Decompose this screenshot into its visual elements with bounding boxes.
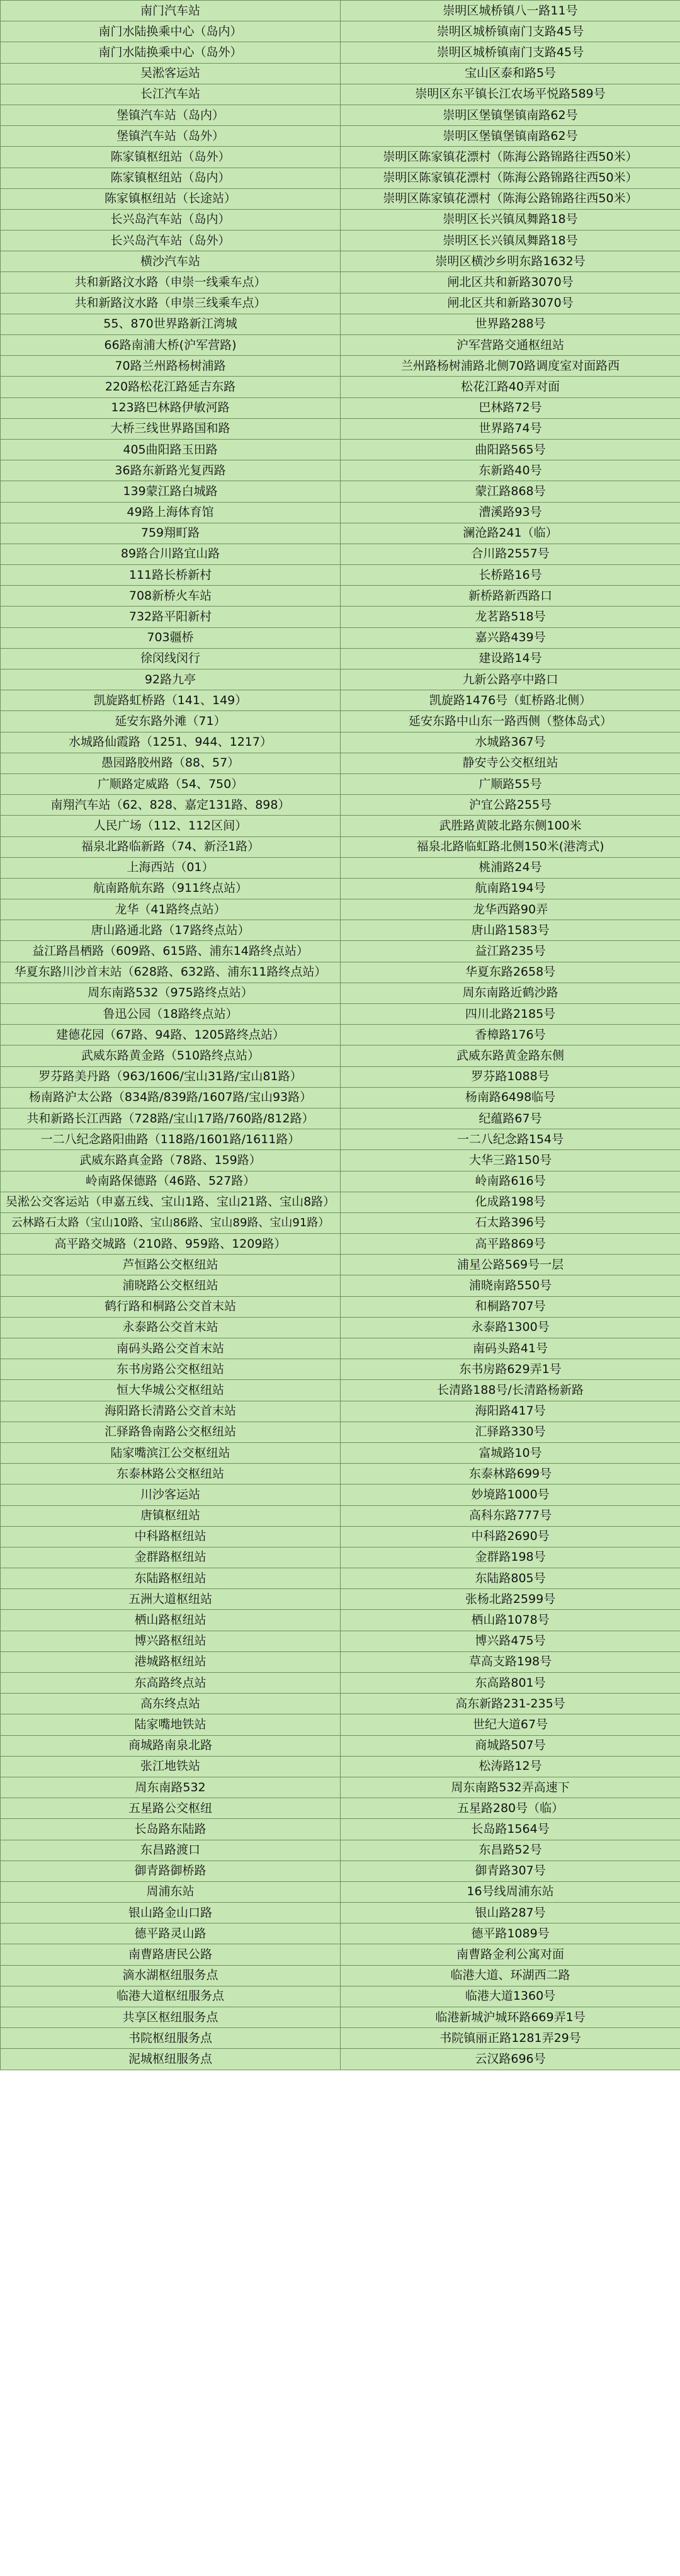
table-row	[1, 1234, 680, 1255]
station-name-cell: 吴淞客运站	[1, 63, 341, 84]
station-name-cell: 36路东新路光复西路	[1, 460, 341, 481]
station-address-cell: 汇驿路330号	[341, 1422, 680, 1442]
station-address-cell: 东陆路805号	[341, 1568, 680, 1589]
station-name-cell: 南翔汽车站（62、828、嘉定131路、898）	[1, 795, 341, 816]
station-address-cell: 浦晓南路550号	[341, 1275, 680, 1296]
station-name-cell: 延安东路外滩（71）	[1, 711, 341, 732]
station-name-cell: 共和新路长江西路（728路/宝山17路/760路/812路）	[1, 1108, 341, 1129]
station-name-cell: 732路平阳新村	[1, 607, 341, 627]
station-address-cell: 宝山区泰和路5号	[341, 63, 680, 84]
table-row	[1, 168, 680, 188]
table-row	[1, 84, 680, 105]
table-row	[1, 1296, 680, 1317]
station-name-cell: 陈家镇枢纽站（长途站）	[1, 188, 341, 209]
table-row	[1, 1526, 680, 1547]
station-name-cell: 芦恒路公交枢纽站	[1, 1255, 341, 1275]
table-row	[1, 335, 680, 356]
station-name-cell: 共和新路汶水路（申崇一线乘车点）	[1, 272, 341, 293]
station-address-cell: 崇明区城桥镇南门支路45号	[341, 21, 680, 42]
table-row	[1, 732, 680, 753]
station-address-cell: 崇明区陈家镇花漂村（陈海公路锦路往西50米）	[341, 168, 680, 188]
station-name-cell: 海阳路长清路公交首末站	[1, 1401, 341, 1422]
station-name-cell: 滴水湖枢纽服务点	[1, 1965, 341, 1986]
station-address-cell: 松涛路12号	[341, 1756, 680, 1777]
station-address-cell: 化成路198号	[341, 1192, 680, 1212]
station-address-cell: 崇明区堡镇堡镇南路62号	[341, 126, 680, 147]
table-row	[1, 1317, 680, 1338]
table-row	[1, 962, 680, 983]
station-address-cell: 新桥路新西路口	[341, 586, 680, 607]
station-address-cell: 浦星公路569号一层	[341, 1255, 680, 1275]
station-name-cell: 益江路昌栖路（609路、615路、浦东14路终点站）	[1, 941, 341, 962]
station-address-cell: 罗芬路1088号	[341, 1066, 680, 1087]
station-address-cell: 世纪大道67号	[341, 1714, 680, 1735]
station-name-cell: 龙华（41路终点站）	[1, 899, 341, 920]
table-row	[1, 1694, 680, 1714]
table-row	[1, 1192, 680, 1212]
table-row	[1, 795, 680, 816]
table-row	[1, 1610, 680, 1631]
table-row	[1, 63, 680, 84]
station-name-cell: 五洲大道枢纽站	[1, 1589, 341, 1610]
table-row	[1, 126, 680, 147]
table-row	[1, 502, 680, 523]
station-name-cell: 川沙客运站	[1, 1485, 341, 1505]
table-row	[1, 1944, 680, 1965]
station-address-cell: 蒙江路868号	[341, 481, 680, 502]
station-address-cell: 富城路10号	[341, 1442, 680, 1463]
station-name-cell: 泥城枢纽服务点	[1, 2049, 341, 2070]
station-name-cell: 港城路枢纽站	[1, 1651, 341, 1672]
table-row	[1, 816, 680, 836]
station-name-cell: 220路松花江路延吉东路	[1, 377, 341, 397]
table-row	[1, 1025, 680, 1046]
station-address-cell: 临港大道1360号	[341, 1986, 680, 2007]
station-name-cell: 123路巴林路伊敏河路	[1, 397, 341, 418]
station-address-cell: 商城路507号	[341, 1735, 680, 1756]
station-name-cell: 南门水陆换乘中心（岛外）	[1, 42, 341, 63]
station-name-cell: 南码头路公交首末站	[1, 1338, 341, 1359]
table-row	[1, 627, 680, 648]
table-row	[1, 1485, 680, 1505]
station-name-cell: 银山路金山口路	[1, 1903, 341, 1923]
station-address-cell: 书院镇丽正路1281弄29号	[341, 2028, 680, 2049]
station-address-cell: 张杨北路2599号	[341, 1589, 680, 1610]
station-address-cell: 杨南路6498临号	[341, 1087, 680, 1108]
table-row	[1, 21, 680, 42]
station-name-cell: 长岛路东陆路	[1, 1819, 341, 1840]
station-name-cell: 临港大道枢纽服务点	[1, 1986, 341, 2007]
table-row	[1, 1986, 680, 2007]
station-address-cell: 澜沧路241（临）	[341, 523, 680, 544]
station-name-cell: 东书房路公交枢纽站	[1, 1359, 341, 1380]
station-address-cell: 岭南路616号	[341, 1171, 680, 1192]
station-name-cell: 东高路终点站	[1, 1673, 341, 1694]
table-row	[1, 1255, 680, 1275]
station-address-cell: 高东新路231-235号	[341, 1694, 680, 1714]
station-name-cell: 陆家嘴滨江公交枢纽站	[1, 1442, 341, 1463]
table-row	[1, 878, 680, 899]
table-row	[1, 711, 680, 732]
station-name-cell: 长兴岛汽车站（岛内）	[1, 209, 341, 230]
station-address-cell: 漕溪路93号	[341, 502, 680, 523]
station-address-cell: 崇明区东平镇长江农场平悦路589号	[341, 84, 680, 105]
table-row	[1, 272, 680, 293]
station-name-cell: 堡镇汽车站（岛外）	[1, 126, 341, 147]
station-address-cell: 临港新城沪城环路669弄1号	[341, 2007, 680, 2028]
station-name-cell: 吴淞公交客运站（申嘉五线、宝山1路、宝山21路、宝山8路）	[1, 1192, 341, 1212]
station-name-cell: 鹤行路和桐路公交首末站	[1, 1296, 341, 1317]
table-row	[1, 857, 680, 878]
station-name-cell: 70路兰州路杨树浦路	[1, 356, 341, 377]
station-address-cell: 航南路194号	[341, 878, 680, 899]
table-row	[1, 1046, 680, 1066]
station-address-cell: 和桐路707号	[341, 1296, 680, 1317]
station-address-cell: 武威东路黄金路东侧	[341, 1046, 680, 1066]
station-address-cell: 博兴路475号	[341, 1631, 680, 1651]
table-row	[1, 356, 680, 377]
station-address-cell: 东新路40号	[341, 460, 680, 481]
station-name-cell: 东昌路渡口	[1, 1840, 341, 1861]
station-name-cell: 福泉北路临新路（74、新泾1路）	[1, 836, 341, 857]
station-name-cell: 92路九亭	[1, 670, 341, 690]
station-name-cell: 共和新路汶水路（申崇三线乘车点）	[1, 293, 341, 314]
station-name-cell: 五星路公交枢纽	[1, 1798, 341, 1819]
station-name-cell: 商城路南泉北路	[1, 1735, 341, 1756]
table-row	[1, 1129, 680, 1150]
station-address-cell: 闸北区共和新路3070号	[341, 293, 680, 314]
table-row	[1, 1568, 680, 1589]
station-address-cell: 武胜路黄陂北路东侧100米	[341, 816, 680, 836]
station-name-cell: 周浦东站	[1, 1881, 341, 1902]
station-address-cell: 长清路188号/长清路杨新路	[341, 1380, 680, 1401]
station-name-cell: 横沙汽车站	[1, 251, 341, 272]
station-address-cell: 妙境路1000号	[341, 1485, 680, 1505]
station-name-cell: 南门汽车站	[1, 1, 341, 21]
station-address-cell: 崇明区陈家镇花漂村（陈海公路锦路往西50米）	[341, 188, 680, 209]
station-name-cell: 浦晓路公交枢纽站	[1, 1275, 341, 1296]
station-name-cell: 唐山路通北路（17路终点站）	[1, 920, 341, 941]
table-row	[1, 1275, 680, 1296]
table-row	[1, 1004, 680, 1025]
table-row	[1, 2049, 680, 2070]
station-name-cell: 南门水陆换乘中心（岛内）	[1, 21, 341, 42]
table-row	[1, 836, 680, 857]
table-row	[1, 607, 680, 627]
station-address-cell: 东高路801号	[341, 1673, 680, 1694]
table-row	[1, 1631, 680, 1651]
station-address-cell: 高科东路777号	[341, 1505, 680, 1526]
station-address-cell: 崇明区城桥镇南门支路45号	[341, 42, 680, 63]
table-row	[1, 1861, 680, 1881]
station-name-cell: 恒大华城公交枢纽站	[1, 1380, 341, 1401]
station-address-cell: 唐山路1583号	[341, 920, 680, 941]
table-row	[1, 42, 680, 63]
station-name-cell: 御青路御桥路	[1, 1861, 341, 1881]
table-row	[1, 670, 680, 690]
station-address-cell: 桃浦路24号	[341, 857, 680, 878]
table-row	[1, 753, 680, 773]
table-row	[1, 397, 680, 418]
station-name-cell: 中科路枢纽站	[1, 1526, 341, 1547]
station-address-cell: 五星路280号（临）	[341, 1798, 680, 1819]
station-address-cell: 崇明区堡镇堡镇南路62号	[341, 105, 680, 125]
station-address-cell: 崇明区陈家镇花漂村（陈海公路锦路往西50米）	[341, 147, 680, 168]
station-name-cell: 405曲阳路玉田路	[1, 439, 341, 460]
station-address-cell: 巴林路72号	[341, 397, 680, 418]
table-row	[1, 1150, 680, 1171]
table-row	[1, 648, 680, 669]
station-address-cell: 16号线周浦东站	[341, 1881, 680, 1902]
station-address-cell: 崇明区长兴镇凤舞路18号	[341, 209, 680, 230]
station-name-cell: 武威东路黄金路（510路终点站）	[1, 1046, 341, 1066]
table-row	[1, 544, 680, 564]
station-name-cell: 陈家镇枢纽站（岛外）	[1, 147, 341, 168]
station-address-cell: 延安东路中山东一路西侧（整体岛式）	[341, 711, 680, 732]
table-row	[1, 1401, 680, 1422]
table-row	[1, 899, 680, 920]
station-name-cell: 共享区枢纽服务点	[1, 2007, 341, 2028]
station-name-cell: 139蒙江路白城路	[1, 481, 341, 502]
table-row	[1, 439, 680, 460]
table-row	[1, 1, 680, 21]
table-row	[1, 1714, 680, 1735]
table-row	[1, 377, 680, 397]
station-name-cell: 南曹路唐民公路	[1, 1944, 341, 1965]
station-name-cell: 陈家镇枢纽站（岛内）	[1, 168, 341, 188]
station-name-cell: 栖山路枢纽站	[1, 1610, 341, 1631]
table-row	[1, 1589, 680, 1610]
table-row	[1, 1066, 680, 1087]
station-address-cell: 高平路869号	[341, 1234, 680, 1255]
station-address-cell: 南曹路金利公寓对面	[341, 1944, 680, 1965]
table-row	[1, 1547, 680, 1568]
table-row	[1, 1798, 680, 1819]
station-address-cell: 崇明区横沙乡明东路1632号	[341, 251, 680, 272]
station-address-cell: 海阳路417号	[341, 1401, 680, 1422]
station-name-cell: 水城路仙霞路（1251、944、1217）	[1, 732, 341, 753]
station-address-cell: 世界路74号	[341, 418, 680, 439]
table-row	[1, 2007, 680, 2028]
station-name-cell: 东陆路枢纽站	[1, 1568, 341, 1589]
station-name-cell: 55、870世界路新江湾城	[1, 314, 341, 334]
station-name-cell: 49路上海体育馆	[1, 502, 341, 523]
station-address-cell: 云汉路696号	[341, 2049, 680, 2070]
station-name-cell: 愚园路胶州路（88、57）	[1, 753, 341, 773]
station-address-cell: 东昌路52号	[341, 1840, 680, 1861]
table-row	[1, 1819, 680, 1840]
table-row	[1, 147, 680, 168]
station-name-cell: 66路南浦大桥(沪军营路)	[1, 335, 341, 356]
station-name-cell: 德平路灵山路	[1, 1923, 341, 1944]
station-address-cell: 周东南路近鹤沙路	[341, 983, 680, 1003]
station-address-cell: 兰州路杨树浦路北侧70路调度室对面路西	[341, 356, 680, 377]
table-row	[1, 1464, 680, 1485]
table-row	[1, 1673, 680, 1694]
station-name-cell: 上海西站（01）	[1, 857, 341, 878]
station-address-cell: 一二八纪念路154号	[341, 1129, 680, 1150]
station-address-cell: 草高支路198号	[341, 1651, 680, 1672]
table-row	[1, 586, 680, 607]
table-row	[1, 1108, 680, 1129]
station-name-cell: 高平路交城路（210路、959路、1209路）	[1, 1234, 341, 1255]
station-address-cell: 御青路307号	[341, 1861, 680, 1881]
station-address-cell: 广顺路55号	[341, 773, 680, 794]
station-name-cell: 长兴岛汽车站（岛外）	[1, 231, 341, 251]
station-name-cell: 罗芬路美丹路（963/1606/宝山31路/宝山81路）	[1, 1066, 341, 1087]
station-address-cell: 崇明区长兴镇凤舞路18号	[341, 231, 680, 251]
table-row	[1, 1756, 680, 1777]
station-name-cell: 大桥三线世界路国和路	[1, 418, 341, 439]
station-name-cell: 高东终点站	[1, 1694, 341, 1714]
table-row	[1, 523, 680, 544]
station-name-cell: 周东南路532	[1, 1777, 341, 1798]
station-name-cell: 陆家嘴地铁站	[1, 1714, 341, 1735]
table-row	[1, 1087, 680, 1108]
station-address-cell: 银山路287号	[341, 1903, 680, 1923]
station-name-cell: 凯旋路虹桥路（141、149）	[1, 690, 341, 711]
station-address-cell: 栖山路1078号	[341, 1610, 680, 1631]
table-row	[1, 1338, 680, 1359]
table-row	[1, 1840, 680, 1861]
table-row	[1, 1422, 680, 1442]
table-row	[1, 1505, 680, 1526]
station-address-cell: 建设路14号	[341, 648, 680, 669]
station-address-cell: 龙茗路518号	[341, 607, 680, 627]
table-row	[1, 105, 680, 125]
station-name-cell: 杨南路沪太公路（834路/839路/1607路/宝山93路）	[1, 1087, 341, 1108]
station-address-cell: 香樟路176号	[341, 1025, 680, 1046]
station-address-cell: 长桥路16号	[341, 565, 680, 586]
station-address-cell: 凯旋路1476号（虹桥路北侧）	[341, 690, 680, 711]
station-name-cell: 长江汽车站	[1, 84, 341, 105]
table-row	[1, 773, 680, 794]
table-row	[1, 983, 680, 1003]
station-address-cell: 纪蕴路67号	[341, 1108, 680, 1129]
station-name-cell: 永泰路公交首末站	[1, 1317, 341, 1338]
table-row	[1, 314, 680, 334]
station-name-cell: 堡镇汽车站（岛内）	[1, 105, 341, 125]
station-name-cell: 徐闵线闵行	[1, 648, 341, 669]
table-row	[1, 1923, 680, 1944]
table-row	[1, 920, 680, 941]
station-name-cell: 759翔町路	[1, 523, 341, 544]
station-name-cell: 人民广场（112、112区间）	[1, 816, 341, 836]
station-address-cell: 金群路198号	[341, 1547, 680, 1568]
station-name-cell: 汇驿路鲁南路公交枢纽站	[1, 1422, 341, 1442]
station-name-cell: 岭南路保德路（46路、527路）	[1, 1171, 341, 1192]
station-address-cell: 水城路367号	[341, 732, 680, 753]
table-row	[1, 690, 680, 711]
table-row	[1, 209, 680, 230]
table-row	[1, 1735, 680, 1756]
table-row	[1, 1881, 680, 1902]
table-row	[1, 1171, 680, 1192]
station-name-cell: 武威东路真金路（78路、159路）	[1, 1150, 341, 1171]
table-row	[1, 460, 680, 481]
station-address-cell: 益江路235号	[341, 941, 680, 962]
station-address-cell: 大华三路150号	[341, 1150, 680, 1171]
station-name-cell: 云林路石太路（宝山10路、宝山86路、宝山89路、宝山91路）	[1, 1212, 341, 1233]
station-address-cell: 嘉兴路439号	[341, 627, 680, 648]
station-name-cell: 航南路航东路（911终点站）	[1, 878, 341, 899]
table-row	[1, 1212, 680, 1233]
station-address-cell: 东泰林路699号	[341, 1464, 680, 1485]
station-name-cell: 一二八纪念路阳曲路（118路/1601路/1611路）	[1, 1129, 341, 1150]
station-name-cell: 博兴路枢纽站	[1, 1631, 341, 1651]
table-body	[1, 1, 680, 2070]
table-row	[1, 188, 680, 209]
table-row	[1, 481, 680, 502]
station-name-cell: 703疆桥	[1, 627, 341, 648]
station-address-cell: 世界路288号	[341, 314, 680, 334]
table-row	[1, 251, 680, 272]
station-address-cell: 沪宜公路255号	[341, 795, 680, 816]
station-name-cell: 唐镇枢纽站	[1, 1505, 341, 1526]
station-name-cell: 华夏东路川沙首末站（628路、632路、浦东11路终点站）	[1, 962, 341, 983]
table-row	[1, 1359, 680, 1380]
station-address-cell: 九新公路亭中路口	[341, 670, 680, 690]
station-address-cell: 临港大道、环湖西二路	[341, 1965, 680, 1986]
station-address-cell: 曲阳路565号	[341, 439, 680, 460]
station-address-cell: 石太路396号	[341, 1212, 680, 1233]
station-address-cell: 沪军营路交通枢纽站	[341, 335, 680, 356]
station-address-cell: 崇明区城桥镇八一路11号	[341, 1, 680, 21]
table-row	[1, 2028, 680, 2049]
station-address-cell: 长岛路1564号	[341, 1819, 680, 1840]
station-name-cell: 书院枢纽服务点	[1, 2028, 341, 2049]
station-name-cell: 708新桥火车站	[1, 586, 341, 607]
table-row	[1, 1442, 680, 1463]
table-row	[1, 941, 680, 962]
station-name-cell: 张江地铁站	[1, 1756, 341, 1777]
station-name-cell: 广顺路定威路（54、750）	[1, 773, 341, 794]
station-address-cell: 中科路2690号	[341, 1526, 680, 1547]
table-row	[1, 565, 680, 586]
station-address-cell: 福泉北路临虹路北侧150米(港湾式)	[341, 836, 680, 857]
table-row	[1, 418, 680, 439]
station-name-cell: 鲁迅公园（18路终点站）	[1, 1004, 341, 1025]
table-row	[1, 1777, 680, 1798]
station-address-cell: 闸北区共和新路3070号	[341, 272, 680, 293]
station-address-cell: 松花江路40弄对面	[341, 377, 680, 397]
station-address-cell: 静安寺公交枢纽站	[341, 753, 680, 773]
station-address-cell: 华夏东路2658号	[341, 962, 680, 983]
station-address-cell: 南码头路41号	[341, 1338, 680, 1359]
table-row	[1, 293, 680, 314]
table-row	[1, 1965, 680, 1986]
table-row	[1, 1380, 680, 1401]
station-address-cell: 周东南路532弄高速下	[341, 1777, 680, 1798]
table-row	[1, 1903, 680, 1923]
table-row	[1, 1651, 680, 1672]
station-name-cell: 周东南路532（975路终点站）	[1, 983, 341, 1003]
station-address-cell: 龙华西路90弄	[341, 899, 680, 920]
station-address-cell: 东书房路629弄1号	[341, 1359, 680, 1380]
station-address-cell: 德平路1089号	[341, 1923, 680, 1944]
table-row	[1, 231, 680, 251]
station-name-cell: 东泰林路公交枢纽站	[1, 1464, 341, 1485]
station-address-cell: 四川北路2185号	[341, 1004, 680, 1025]
station-name-cell: 111路长桥新村	[1, 565, 341, 586]
station-address-cell: 合川路2557号	[341, 544, 680, 564]
station-name-cell: 建德花园（67路、94路、1205路终点站）	[1, 1025, 341, 1046]
station-name-cell: 金群路枢纽站	[1, 1547, 341, 1568]
station-address-cell: 永泰路1300号	[341, 1317, 680, 1338]
station-name-cell: 89路合川路宜山路	[1, 544, 341, 564]
